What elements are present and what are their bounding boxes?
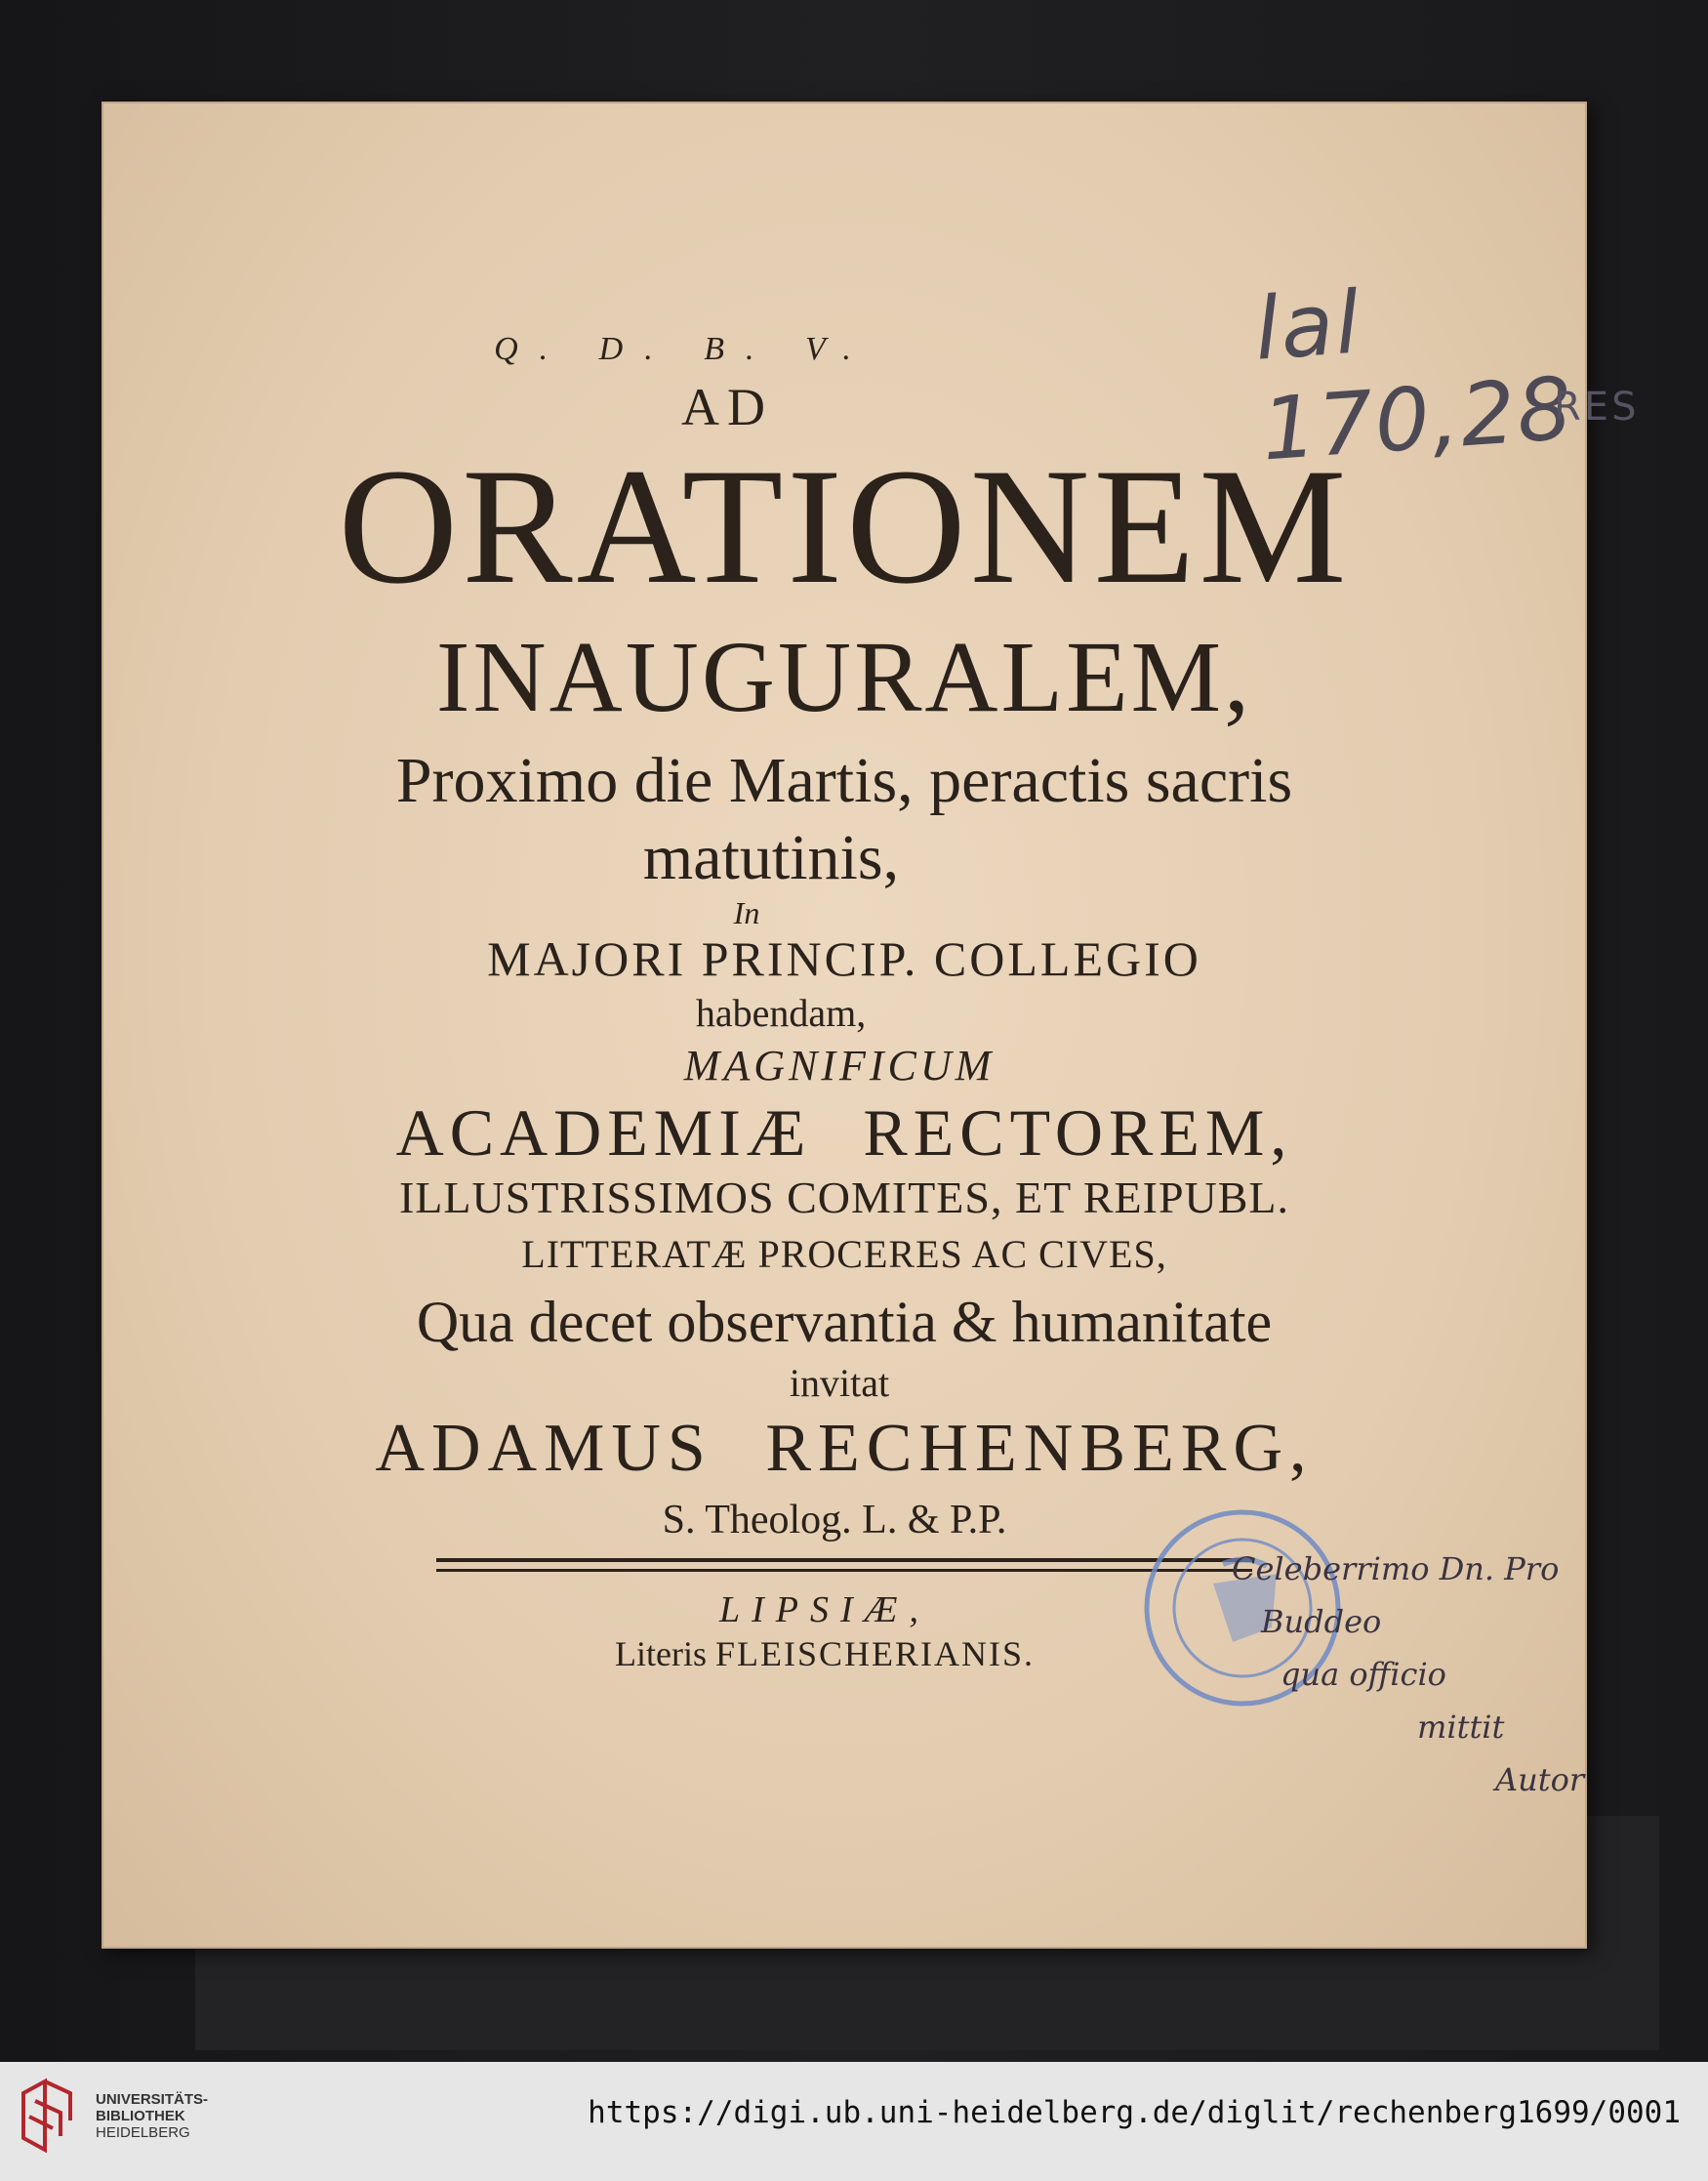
- shelfmark: lal 170,28: [1251, 271, 1577, 480]
- inauguralem-line: INAUGURALEM,: [435, 621, 1253, 733]
- handnote-line: Celeberrimo Dn. Pro: [1232, 1550, 1560, 1587]
- matutinis-line: matutinis,: [642, 822, 900, 893]
- lipsiae-line: LIPSIÆ,: [719, 1589, 930, 1630]
- academiae-line: ACADEMIÆ RECTOREM,: [395, 1095, 1293, 1170]
- orationem-line: ORATIONEM: [338, 434, 1351, 618]
- handnote-line: mittit: [1417, 1708, 1505, 1746]
- litteratae-line: LITTERATÆ PROCERES AC CIVES,: [521, 1232, 1167, 1276]
- university-library-logo-icon: [18, 2078, 80, 2154]
- magnificum-line: MAGNIFICUM: [683, 1042, 996, 1090]
- library-logo-text: [96, 2091, 208, 2141]
- proximo-line: Proximo die Martis, peractis sacris: [395, 745, 1293, 816]
- printer-name: FLEISCHERIANIS.: [714, 1634, 1035, 1673]
- majori-line: MAJORI PRINCIP. COLLEGIO: [487, 931, 1201, 986]
- handwritten-dedication: [1232, 1543, 1593, 1806]
- logo-line: HEIDELBERG: [96, 2124, 190, 2141]
- logo-line: UNIVERSITÄTS-: [96, 2091, 209, 2108]
- literis-word: Literis: [614, 1634, 707, 1673]
- document-url[interactable]: https://digi.ub.uni-heidelberg.de/diglit/rechenberg1699/0001: [588, 2095, 1681, 2130]
- invitat-line: invitat: [789, 1361, 890, 1405]
- qua-decet-line: Qua decet observantia & humanitate: [416, 1290, 1273, 1354]
- author-line: ADAMUS RECHENBERG,: [375, 1411, 1314, 1486]
- ad-line: AD: [681, 378, 773, 436]
- qdbv-line: Q. D. B. V.: [494, 331, 873, 367]
- title-block: [102, 322, 1587, 1675]
- illustrissimos-line: ILLUSTRISSIMOS COMITES, ET REIPUBL.: [398, 1173, 1290, 1222]
- handnote-line: qua officio: [1281, 1656, 1446, 1693]
- habendam-line: habendam,: [695, 991, 867, 1035]
- shelfmark-sub: RES: [1554, 385, 1640, 430]
- handnote-line: Buddeo: [1261, 1603, 1382, 1640]
- logo-line: BIBLIOTHEK: [96, 2108, 185, 2124]
- theolog-line: S. Theolog. L. & P.P.: [662, 1498, 1007, 1543]
- in-line: In: [733, 895, 760, 930]
- handnote-line: Autor: [1495, 1761, 1585, 1798]
- divider-rule: [436, 1558, 1252, 1572]
